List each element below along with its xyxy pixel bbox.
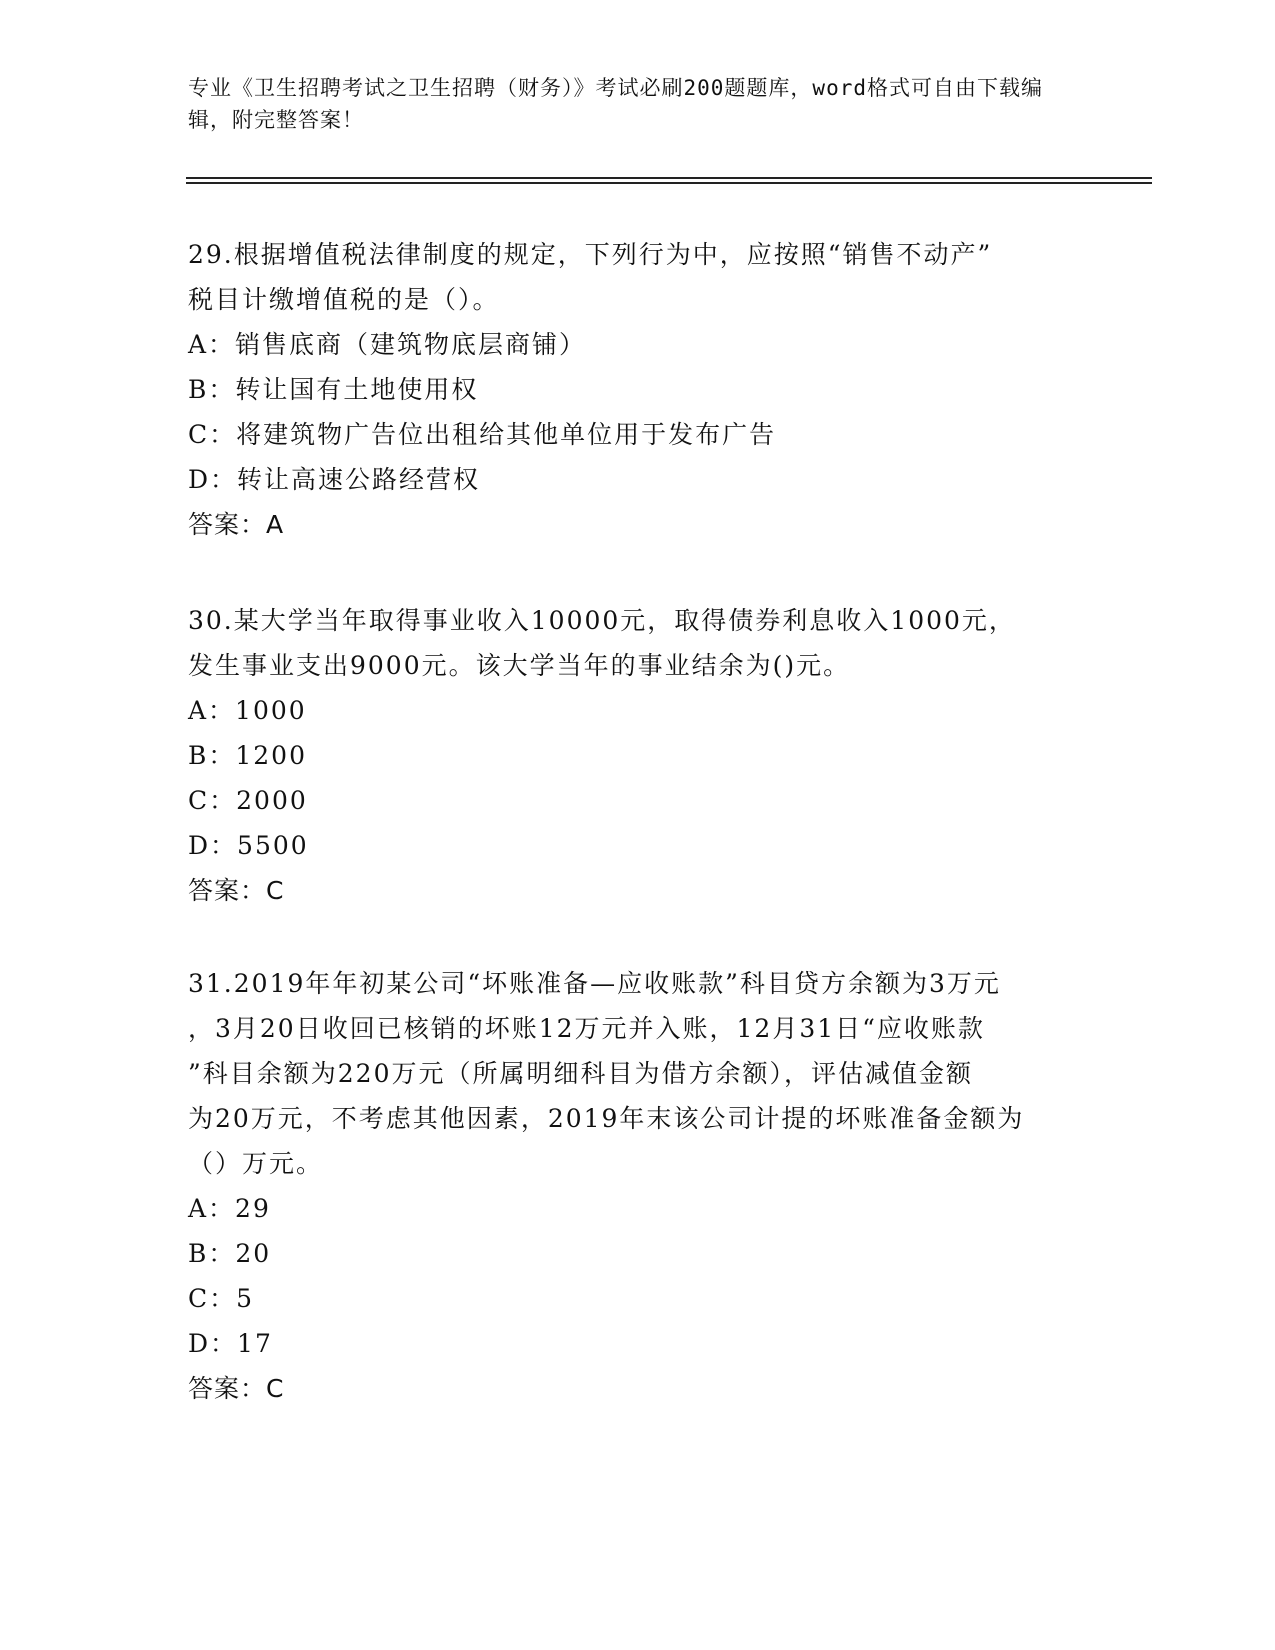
option-c: C：5 (188, 1284, 255, 1313)
question-text-line: 29.根据增值税法律制度的规定，下列行为中，应按照“销售不动产” (188, 240, 993, 269)
answer-line: 答案：C (188, 876, 285, 905)
question-text-line: 发生事业支出9000元。该大学当年的事业结余为()元。 (188, 651, 851, 680)
option-d: D：17 (188, 1329, 273, 1358)
document-header: 专业《卫生招聘考试之卫生招聘（财务）》考试必刷200题题库，word格式可自由下载编辑，附完整答案！ (188, 76, 1043, 132)
option-d: D：转让高速公路经营权 (188, 465, 481, 494)
header-rule-top (186, 177, 1152, 179)
question-text-line: ，3月20日收回已核销的坏账12万元并入账，12月31日“应收账款 (188, 1014, 985, 1043)
option-b: B：20 (188, 1239, 272, 1268)
option-b: B：1200 (188, 741, 307, 770)
question-text-line: 31.2019年年初某公司“坏账准备—应收账款”科目贷方余额为3万元 (188, 969, 1001, 998)
option-c: C：2000 (188, 786, 308, 815)
question-30 (188, 598, 1088, 913)
option-d: D：5500 (188, 831, 309, 860)
answer-line: 答案：A (188, 510, 285, 539)
question-text-line: 30.某大学当年取得事业收入10000元，取得债券利息收入1000元， (188, 606, 1016, 635)
option-a: A：1000 (188, 696, 307, 725)
header-rule-bottom (186, 182, 1152, 184)
option-b: B：转让国有土地使用权 (188, 375, 479, 404)
option-a: A：销售底商（建筑物底层商铺） (188, 330, 587, 359)
question-text-line: 为20万元，不考虑其他因素，2019年末该公司计提的坏账准备金额为 (188, 1104, 1025, 1133)
question-text-line: （）万元。 (188, 1149, 324, 1178)
question-29 (188, 232, 1088, 547)
option-a: A：29 (188, 1194, 271, 1223)
question-text-line: 税目计缴增值税的是（）。 (188, 285, 500, 314)
option-c: C：将建筑物广告位出租给其他单位用于发布广告 (188, 420, 777, 449)
question-31 (188, 961, 1088, 1411)
answer-line: 答案：C (188, 1374, 285, 1403)
question-text-line: ”科目余额为220万元（所属明细科目为借方余额），评估减值金额 (188, 1059, 974, 1088)
